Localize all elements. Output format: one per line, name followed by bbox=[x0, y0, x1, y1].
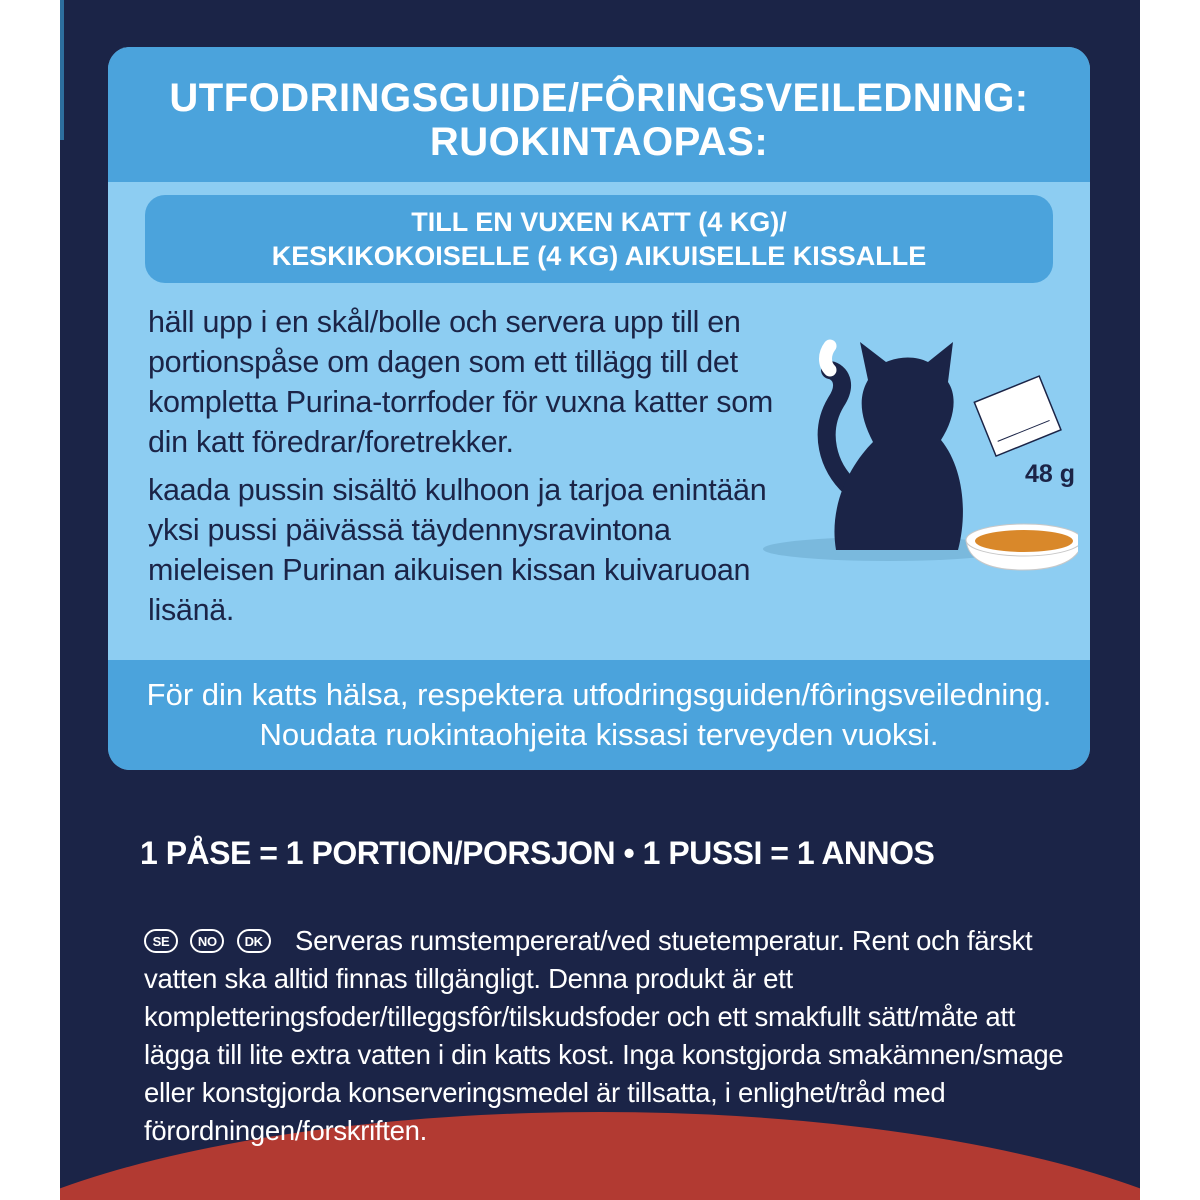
country-badge-no-icon: NO bbox=[190, 929, 224, 953]
subtitle-line1: TILL EN VUXEN KATT (4 KG)/ bbox=[411, 207, 787, 237]
cat-icon bbox=[826, 342, 963, 550]
feeding-guide-panel bbox=[108, 47, 1090, 770]
pouch-weight-label: 48 g bbox=[1024, 460, 1076, 488]
feeding-instructions bbox=[148, 302, 778, 638]
health-notice bbox=[108, 660, 1090, 770]
disclaimer-text: Serveras rumstempererat/ved stuetemperatur. Rent och färskt vatten ska alltid finnas tillgängligt. Denna produkt är ett kompletteringsfoder/tilleggsfôr/tilskudsfoder och ett smakfullt sätt/måte att lägga till lite extra vatten i din katts kost. Inga konstgjorda smakämnen/smage eller konstgjorda konserveringsmedel är tillsatta, i enlighet/tråd med förordningen/forskriften. bbox=[144, 925, 1064, 1146]
health-notice-line2: Noudata ruokintaohjeita kissasi terveyden vuoksi. bbox=[259, 717, 939, 752]
country-badge-se-icon: SE bbox=[144, 929, 178, 953]
feeding-guide-header bbox=[108, 47, 1090, 182]
feeding-guide-title-line1: UTFODRINGSGUIDE/FÔRINGSVEILEDNING: bbox=[169, 75, 1029, 120]
health-notice-line1: För din katts hälsa, respektera utfodringsguiden/fôringsveiledning. bbox=[146, 677, 1052, 712]
edge-accent bbox=[60, 0, 64, 140]
subtitle-line2: KESKIKOKOISELLE (4 KG) AIKUISELLE KISSALLE bbox=[271, 241, 927, 271]
instruction-finnish: kaada pussin sisältö kulhoon ja tarjoa enintään yksi pussi päivässä täydennysravintona mieleisen Purinan aikuisen kissan kuivaruoan lisänä. bbox=[148, 473, 767, 627]
serving-disclaimer bbox=[144, 922, 1064, 1150]
country-badge-dk-icon: DK bbox=[237, 929, 271, 953]
cat-with-bowl-icon bbox=[758, 292, 1078, 592]
pouch-icon bbox=[974, 376, 1061, 456]
instruction-swedish-norwegian: häll upp i en skål/bolle och servera upp till en portionspåse om dagen som ett tillägg till det kompletta Purina-torrfoder för vuxna katter som din katt föredrar/foretrekker. bbox=[148, 305, 773, 459]
package-back-panel bbox=[60, 0, 1140, 1200]
country-badges bbox=[144, 925, 283, 956]
cat-size-subtitle bbox=[145, 195, 1053, 283]
feeding-guide-title-line2: RUOKINTAOPAS: bbox=[429, 119, 769, 164]
portion-statement: 1 PÅSE = 1 PORTION/PORSJON • 1 PUSSI = 1 ANNOS bbox=[140, 835, 935, 871]
bowl-icon bbox=[966, 524, 1078, 570]
